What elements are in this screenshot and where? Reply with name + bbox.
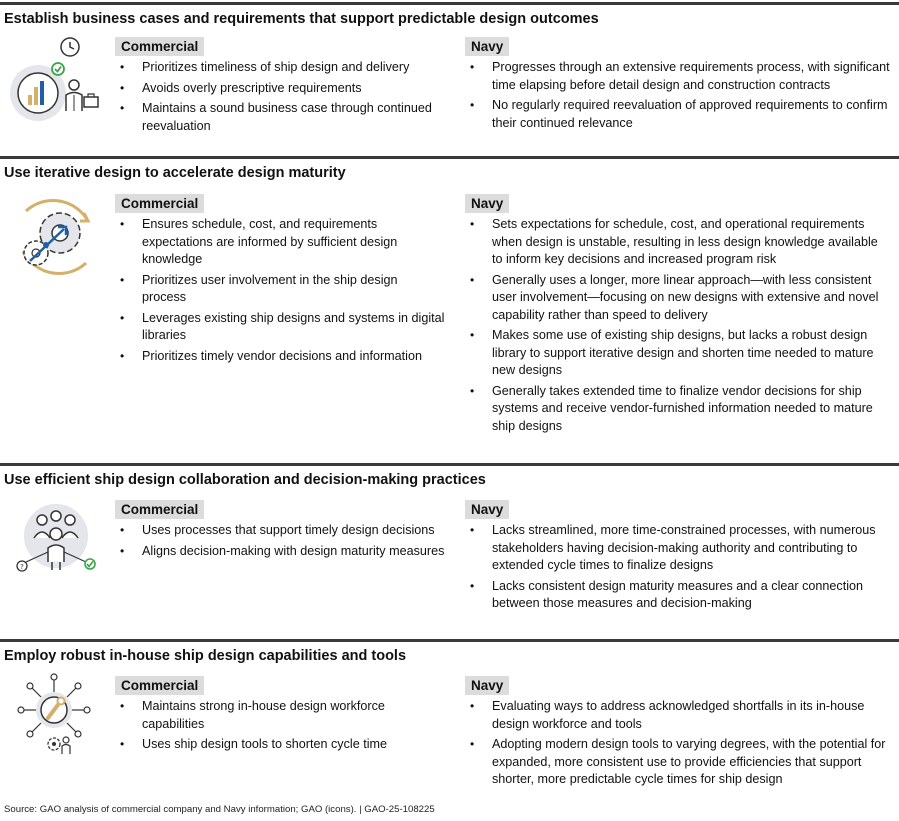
section-title: Establish business cases and requirements that support predictable design outcomes — [4, 11, 599, 27]
list-item: • Ensures schedule, cost, and requirements expectations are informed by sufficient design knowledge — [115, 216, 445, 269]
iterative-gears-icon — [8, 191, 103, 286]
source-note: Source: GAO analysis of commercial company and Navy information; GAO (icons). | GAO-25-108225 — [4, 804, 435, 815]
list-item: • Maintains strong in-house design workforce capabilities — [115, 698, 445, 733]
commercial-list — [115, 216, 445, 365]
list-item: • Prioritizes timeliness of ship design and delivery — [115, 59, 445, 77]
list-item: • Makes some use of existing ship designs, but lacks a robust design library to support iterative design and shorten time needed to mature new designs — [465, 327, 890, 380]
svg-text:?: ? — [20, 563, 24, 571]
navy-label: Navy — [465, 500, 509, 519]
navy-column — [465, 194, 890, 438]
list-item: • No regularly required reevaluation of approved requirements to confirm their continued relevance — [465, 97, 890, 132]
list-item: • Adopting modern design tools to varying degrees, with the potential for expanded, more consistent use to provide efficiencies that support shorter, more predictable cycle times for ship design — [465, 736, 890, 789]
navy-label: Navy — [465, 37, 509, 56]
list-item: • Generally takes extended time to finalize vendor decisions for ship systems and receive vendor-furnished information needed to mature ship designs — [465, 383, 890, 436]
navy-label: Navy — [465, 194, 509, 213]
list-item: • Aligns decision-making with design maturity measures — [115, 543, 445, 561]
list-item: • Prioritizes timely vendor decisions and information — [115, 348, 445, 366]
list-item: • Uses processes that support timely design decisions — [115, 522, 445, 540]
navy-column — [465, 500, 890, 616]
commercial-label: Commercial — [115, 37, 204, 56]
list-item: • Leverages existing ship designs and systems in digital libraries — [115, 310, 445, 345]
commercial-column — [115, 500, 445, 563]
commercial-list — [115, 522, 445, 560]
section-business-cases — [0, 2, 899, 156]
section-title: Use iterative design to accelerate design maturity — [4, 165, 346, 181]
collaboration-people-icon — [8, 498, 103, 593]
business-case-icon — [8, 35, 103, 130]
commercial-column — [115, 676, 445, 757]
section-title: Use efficient ship design collaboration and decision-making practices — [4, 472, 486, 488]
section-in-house-tools — [0, 639, 899, 799]
list-item: • Sets expectations for schedule, cost, and operational requirements when design is unstable, resulting in less design knowledge available to inform key decisions and increased program risk — [465, 216, 890, 269]
commercial-list — [115, 698, 445, 754]
navy-label: Navy — [465, 676, 509, 695]
list-item: • Lacks streamlined, more time-constrained processes, with numerous stakeholders having decision-making authority and contributing to extended cycle times to finalize designs — [465, 522, 890, 575]
list-item: • Evaluating ways to address acknowledged shortfalls in its in-house design workforce and tools — [465, 698, 890, 733]
list-item: • Avoids overly prescriptive requirements — [115, 80, 445, 98]
commercial-label: Commercial — [115, 500, 204, 519]
navy-column — [465, 37, 890, 135]
commercial-column — [115, 37, 445, 138]
section-collaboration — [0, 463, 899, 639]
navy-list — [465, 522, 890, 613]
commercial-column — [115, 194, 445, 368]
in-house-tools-icon — [8, 670, 103, 765]
section-title: Employ robust in-house ship design capabilities and tools — [4, 648, 407, 664]
list-item: • Generally uses a longer, more linear approach—with less consistent user involvement—focusing on new designs with extensive and novel capability rather than speed to delivery — [465, 272, 890, 325]
list-item: • Prioritizes user involvement in the ship design process — [115, 272, 445, 307]
navy-list — [465, 59, 890, 132]
section-iterative-design — [0, 156, 899, 463]
list-item: • Uses ship design tools to shorten cycle time — [115, 736, 445, 754]
navy-list — [465, 216, 890, 435]
navy-column — [465, 676, 890, 792]
list-item: • Progresses through an extensive requirements process, with significant time elapsing before detail design and construction contracts — [465, 59, 890, 94]
navy-list — [465, 698, 890, 789]
list-item: • Maintains a sound business case through continued reevaluation — [115, 100, 445, 135]
commercial-label: Commercial — [115, 194, 204, 213]
commercial-list — [115, 59, 445, 135]
commercial-label: Commercial — [115, 676, 204, 695]
list-item: • Lacks consistent design maturity measures and a clear connection between those measures and decision-making — [465, 578, 890, 613]
